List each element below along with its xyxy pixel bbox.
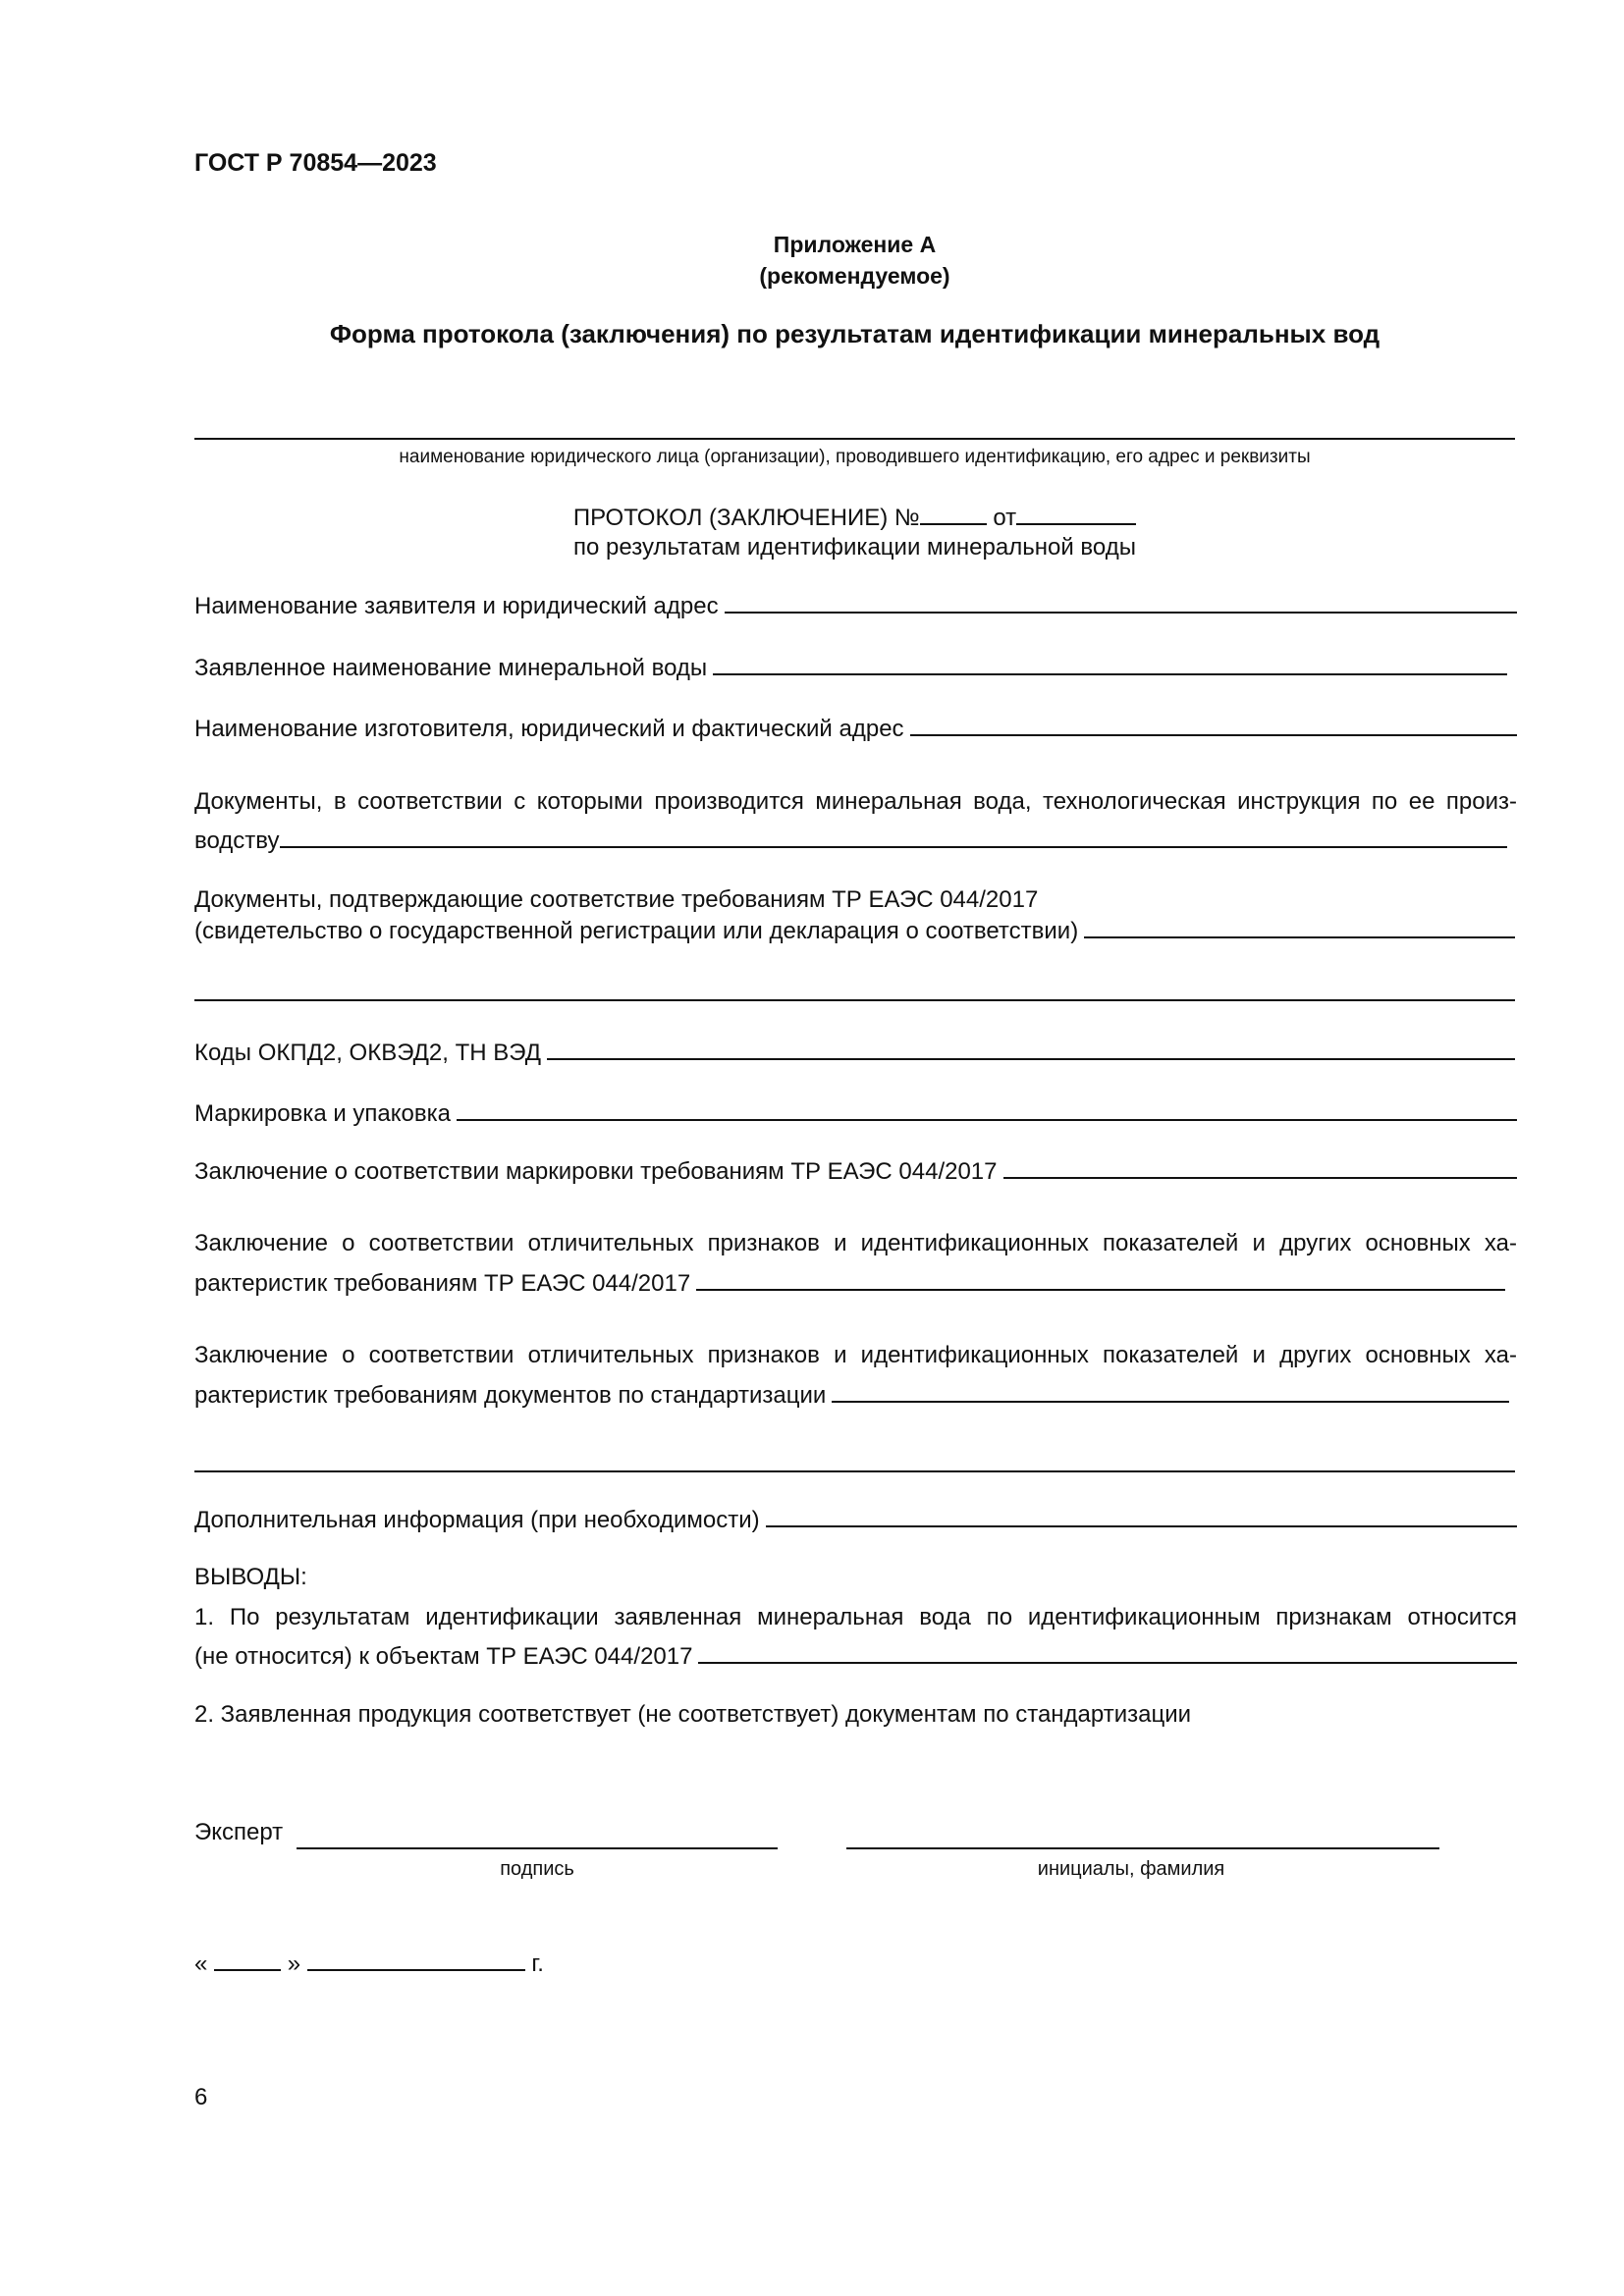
protocol-subtitle: по результатам идентификации минеральной воды — [573, 534, 1136, 561]
appendix-heading — [194, 229, 1515, 292]
conclusion-item-2: 2. Заявленная продукция соответствует (не соответствует) документам по стандартизации — [194, 1701, 1192, 1728]
field-conformity-docs: (свидетельство о государственной регистрации или декларация о соответствии) — [194, 918, 1515, 945]
field-features-std-line1: Заключение о соответствии отличительных признаков и идентификационных показателей и других основных ха- — [194, 1342, 1517, 1368]
protocol-number-blank — [920, 504, 987, 525]
protocol-heading — [194, 504, 1515, 562]
form-title: Форма протокола (заключения) по результатам идентификации минеральных вод — [329, 319, 1380, 348]
name-caption: инициалы, фамилия — [1037, 1858, 1225, 1880]
appendix-status: (рекомендуемое) — [759, 263, 950, 289]
field-conformity-docs-line1: Документы, подтверждающие соответствие требованиям ТР ЕАЭС 044/2017 — [194, 886, 1039, 913]
field-marking-conclusion: Заключение о соответствии маркировки требованиям ТР ЕАЭС 044/2017 — [194, 1158, 1517, 1186]
date-close-quote: » — [287, 1950, 301, 1977]
expert-label: Эксперт — [194, 1819, 284, 1845]
year-suffix: г. — [531, 1950, 544, 1977]
field-codes: Коды ОКПД2, ОКВЭД2, ТН ВЭД — [194, 1040, 1515, 1067]
name-line — [846, 1847, 1439, 1849]
day-blank — [214, 1949, 281, 1971]
organization-caption: наименование юридического лица (организации), проводившего идентификацию, его адрес и реквизиты — [399, 447, 1311, 467]
field-features-tr-line1: Заключение о соответствии отличительных признаков и идентификационных показателей и других основных ха- — [194, 1230, 1517, 1256]
field-water-name: Заявленное наименование минеральной воды — [194, 655, 1507, 682]
date-line — [194, 1949, 544, 1978]
conclusions-heading: ВЫВОДЫ: — [194, 1564, 307, 1590]
field-marking: Маркировка и упаковка — [194, 1100, 1517, 1128]
conclusion-item-1-line1: 1. По результатам идентификации заявленная минеральная вода по идентификационным признакам относится — [194, 1604, 1517, 1630]
appendix-label: Приложение А — [773, 232, 937, 257]
field-applicant: Наименование заявителя и юридический адрес — [194, 593, 1517, 620]
field-features-tr: рактеристик требованиям ТР ЕАЭС 044/2017 — [194, 1270, 1505, 1298]
month-blank — [307, 1949, 525, 1971]
blank-line — [194, 999, 1515, 1001]
blank-line — [194, 1470, 1515, 1472]
signature-line — [297, 1847, 778, 1849]
page-number: 6 — [194, 2084, 208, 2110]
field-production-docs-line1: Документы, в соответствии с которыми производится минеральная вода, технологическая инструкция по ее произ- — [194, 788, 1517, 815]
protocol-date-label: от — [993, 505, 1017, 531]
organization-line — [194, 438, 1515, 440]
standard-number: ГОСТ Р 70854—2023 — [194, 149, 437, 177]
field-production-docs: водству — [194, 828, 1507, 855]
field-additional-info: Дополнительная информация (при необходимости) — [194, 1507, 1517, 1534]
protocol-number-label: ПРОТОКОЛ (ЗАКЛЮЧЕНИЕ) № — [572, 505, 920, 531]
date-open-quote: « — [194, 1950, 208, 1977]
conclusion-item-1: (не относится) к объектам ТР ЕАЭС 044/2017 — [194, 1643, 1517, 1671]
signature-caption: подпись — [500, 1858, 574, 1880]
field-features-std: рактеристик требованиям документов по стандартизации — [194, 1382, 1509, 1410]
field-manufacturer: Наименование изготовителя, юридический и фактический адрес — [194, 716, 1517, 743]
protocol-date-blank — [1016, 504, 1136, 525]
